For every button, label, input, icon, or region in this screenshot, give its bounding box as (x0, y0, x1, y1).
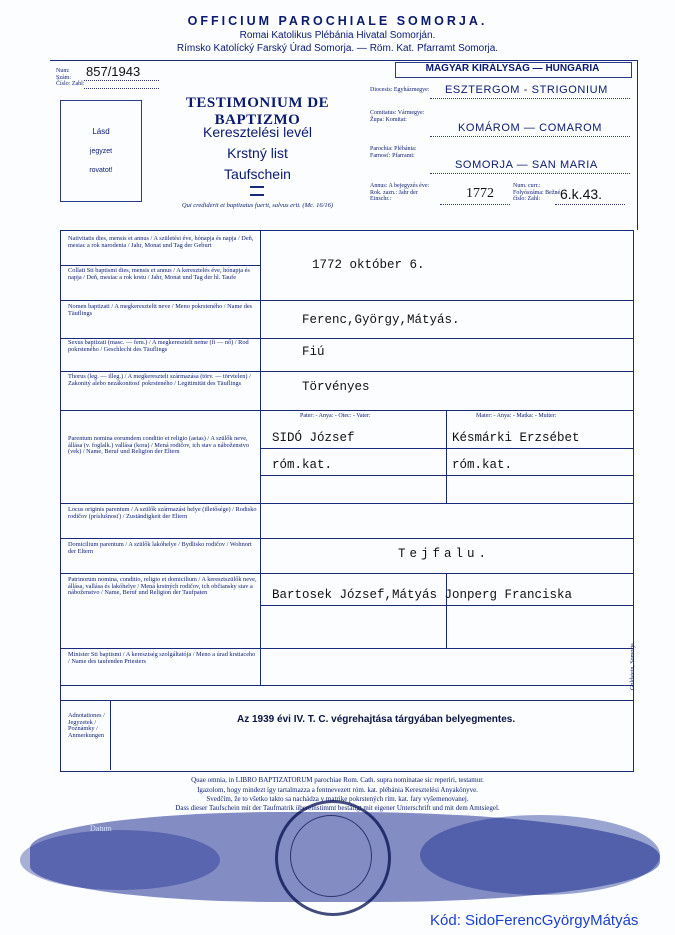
mother-name: Késmárki Erzsébet (452, 431, 580, 445)
godparents-value: Bartosek József,Mátyás Jonperg Franciska (272, 588, 573, 602)
godparents-divider (446, 573, 447, 648)
birth-baptism-date: 1772 október 6. (312, 258, 425, 272)
title-hu: Keresztelési levél (203, 124, 312, 140)
annus-value: 1772 (466, 186, 494, 201)
row-line-8 (60, 648, 633, 649)
row-1-label: Nativitatis dies, mensis et annus / A születési éve, hónapja és napja / Deň, mesiac a rok narodenia / Jahr, Monat und Tag der Geburt (68, 235, 254, 249)
row-8-label: Domicilium parentum / A szülők lakóhelye / Bydlisko rodičov / Wohnort der Eltern (68, 541, 252, 555)
row-9-label: Patrinorum nomina, conditio, religio et domicilium / A keresztszülők neve, állása, vallása és lakóhelye / Mená krstných rodičov, ich občiansky stav a náboženstvo / Name, Beruf und Religion der Taufpaten (68, 576, 257, 597)
diocesis-value: ESZTERGOM - STRIGONIUM (445, 84, 608, 96)
sex-value: Fiú (302, 345, 325, 359)
footer-line-4: Dass dieser Taufschein mit der Taufmatrik übereinstimmt bestätigt mit eigener Unterschrift und mit dem Amtsiegel. (175, 804, 500, 812)
stamp-box (60, 100, 142, 202)
father-name: SIDÓ József (272, 431, 355, 445)
footer-line-2: Igazolom, hogy mindezt így tartalmazza a fentnevezett róm. kat. plébánia Keresztelési Anyakönyve. (197, 786, 478, 794)
domicile-value: Tejfalu. (398, 547, 491, 561)
title-de: Taufschein (224, 166, 291, 182)
row-4-label: Sexus baptizati (masc. — fem.) / A megkeresztelt neme (fi — nő) / Rod pokrsteného / Geschlecht des Täuflings (68, 339, 249, 353)
stamp-box-line-3: rovatot! (89, 167, 113, 174)
footer-line-1: Quae omnia, in LIBRO BAPTIZATORUM parochiae Rom. Cath. supra nominatae sic reperiri, testamur. (191, 776, 484, 784)
row-line-3 (60, 371, 633, 372)
frame-right-top (637, 60, 638, 230)
row-2-label: Collati Sti baptismi dies, mensis et annus / A keresztelés éve, hónapja és napja / Deň, mesiac a rok krstu / Jahr, Monat und Tag der hl. Taufe (68, 267, 250, 281)
parochia-underline (430, 173, 630, 174)
row-line-5 (60, 503, 633, 504)
title-ornament (250, 186, 264, 196)
row-5-label: Thorus (leg. — illeg.) / A megkeresztelt származása (törv. — törvtelen) / Zakonitý alebo nezákonitosť pokrsteného / Legitimität des Täuflings (68, 373, 251, 387)
comitatus-labels: Comitatus: Vármegye: Župa: Komitat: (370, 110, 425, 123)
country-name: MAGYAR KIRÁLYSÁG — HUNGARIA (425, 63, 600, 74)
row-7-label: Locus originis parentum / A szülők származási helye (illetősége) / Rodisko rodičov (príslušnosť) / Zuständigkeit der Eltern (68, 506, 257, 520)
father-religion: róm.kat. (272, 458, 333, 472)
stamp-box-line-1: Lásd (92, 127, 110, 136)
table-divider (260, 230, 261, 685)
header-line-2: Romai Katolikus Plébánia Hivatal Somorján. (239, 30, 436, 41)
header-line-3: Rímsko Katolícký Farský Úrad Somorja. — Röm. Kat. Pfarramt Somorja. (176, 43, 499, 54)
code-caption: Kód: SidoFerencGyörgyMátyás (430, 912, 639, 929)
row-line-7 (60, 573, 633, 574)
footer-datum: Datum (90, 824, 112, 833)
annotations-divider (110, 700, 111, 770)
num-curr-underline (555, 204, 625, 205)
annotation-value: Az 1939 évi IV. T. C. végrehajtása tárgyában belyegmentes. (237, 714, 516, 725)
legitimacy-value: Törvényes (302, 380, 370, 394)
row-line-10 (60, 700, 633, 701)
comitatus-value: KOMÁROM — COMAROM (458, 122, 603, 134)
parochia-value: SOMORJA — SAN MARIA (455, 159, 598, 171)
godparents-subline (260, 605, 633, 606)
num-curr-labels: Num. curr.: Folyószáma: Bežné číslo: Zahl: (513, 183, 561, 202)
title-quote: Qui crediderit et baptizatus fuerit, salvus erit. (Mc. 16/16) (181, 202, 334, 209)
row-line-6 (60, 538, 633, 539)
number-value: 857/1943 (86, 64, 141, 79)
annus-underline (440, 204, 510, 205)
baptized-name: Ferenc,György,Mátyás. (302, 313, 460, 327)
title-sk: Krstný list (227, 145, 288, 161)
row-6-label: Parentum nomina eorumdem conditio et religio (aetas) / A szülők neve, állása (v. foglalk.) vallása (kora) / Mená rodičov, ich stav a náboženstvo (vek) / Name, Beruf und Religion der Eltern (68, 435, 250, 456)
printer-mark: Goldstein, Somorja. (630, 641, 636, 690)
comitatus-underline (430, 136, 630, 137)
parents-subline-2 (260, 475, 633, 476)
row-11-label: Adnotationes / Jegyzetek / Poznámky / Anmerkungen (68, 712, 105, 739)
parents-divider (446, 410, 447, 503)
diocesis-labels: Diocesis: Egyházmegye: (370, 87, 430, 93)
parents-subline-1 (260, 448, 633, 449)
number-underline (84, 80, 159, 81)
footer-line-3: Svedčím, že to všetko takto sa nachádza v matrike pokrstených rím. kat. fary vyšemenovanej. (206, 795, 469, 803)
stamp-box-line-2: jegyzet (89, 148, 113, 155)
parochia-labels: Parochia: Plébánia: Farnosť: Pfarramt: (370, 146, 417, 159)
row-line-1a (60, 265, 260, 266)
father-header: Pater: - Anya: - Otec: - Vater: (300, 413, 371, 419)
number-labels: Num: Szám: Číslo: Zahl: (56, 68, 85, 87)
annus-labels: Annus: A bejegyzés éve: Rok. zazn.: Jahr der Einschr.: (370, 183, 430, 202)
row-10-label: Minister Sti baptismi / A keresztség szolgáltatója / Meno a úrad krstiaceho / Name des taufenden Priesters (68, 651, 256, 665)
row-line-9 (60, 685, 633, 686)
number-underline-2 (84, 88, 159, 89)
diocesis-underline (430, 98, 630, 99)
mother-religion: róm.kat. (452, 458, 513, 472)
row-3-label: Nomen baptizati / A megkereszteltt neve / Meno pokrsteného / Name des Täuflings (68, 303, 253, 317)
row-line-1 (60, 300, 633, 301)
header-title: OFFICIUM PAROCHIALE SOMORJA. (187, 14, 488, 28)
row-line-4 (60, 410, 633, 411)
mother-header: Mater: - Anya: - Matka: - Mutter: (476, 413, 557, 419)
frame-top-line (50, 60, 638, 61)
parish-seal-inner (290, 815, 372, 897)
title-latin: TESTIMONIUM DE BAPTIZMO (185, 95, 330, 128)
num-curr-value: 6.k.43. (560, 186, 603, 202)
